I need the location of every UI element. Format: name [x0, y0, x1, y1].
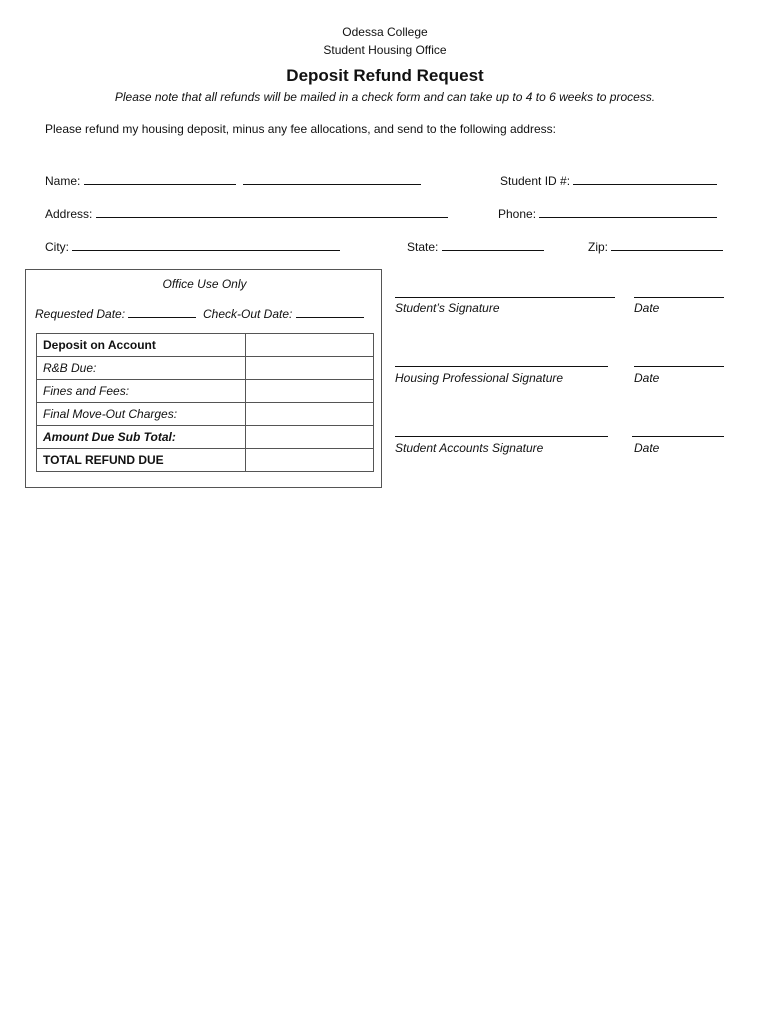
- row-value-total[interactable]: [246, 449, 374, 472]
- checkout-date-label: Check-Out Date:: [203, 307, 293, 321]
- housing-signature-line[interactable]: [395, 366, 608, 367]
- student-id-label: Student ID #:: [500, 174, 571, 188]
- row-label-moveout: Final Move-Out Charges:: [37, 403, 246, 426]
- city-label: City:: [45, 240, 69, 254]
- zip-label: Zip:: [588, 240, 609, 254]
- name-line-last[interactable]: [243, 173, 421, 185]
- accounts-date-line[interactable]: [632, 436, 724, 437]
- student-signature-line[interactable]: [395, 297, 615, 298]
- table-row: [37, 380, 374, 403]
- student-id-line[interactable]: [573, 173, 717, 185]
- row-value-fines[interactable]: [246, 380, 374, 403]
- address-line[interactable]: [96, 206, 448, 218]
- row-value-moveout[interactable]: [246, 403, 374, 426]
- table-row: [37, 426, 374, 449]
- phone-label: Phone:: [498, 207, 537, 221]
- name-line-first[interactable]: [84, 173, 236, 185]
- city-line[interactable]: [72, 239, 340, 251]
- name-label: Name:: [45, 174, 81, 188]
- zip-field[interactable]: [588, 239, 723, 254]
- state-line[interactable]: [442, 239, 544, 251]
- accounts-date-label: Date: [634, 441, 660, 455]
- row-label-subtotal: Amount Due Sub Total:: [37, 426, 246, 449]
- processing-note: Please note that all refunds will be mailed in a check form and can take up to 4 to 6 weeks to process.: [114, 90, 656, 104]
- table-row: [37, 403, 374, 426]
- student-date-label: Date: [634, 301, 660, 315]
- zip-line[interactable]: [611, 239, 723, 251]
- checkout-date-line[interactable]: [296, 306, 364, 318]
- phone-line[interactable]: [539, 206, 717, 218]
- student-signature-label: Student’s Signature: [395, 301, 500, 315]
- state-label: State:: [407, 240, 439, 254]
- office-use-box: [25, 269, 382, 488]
- college-name: Odessa College: [342, 25, 428, 39]
- address-label: Address:: [45, 207, 93, 221]
- checkout-date-field[interactable]: [203, 306, 364, 321]
- requested-date-field[interactable]: [35, 306, 196, 321]
- intro-text: Please refund my housing deposit, minus any fee allocations, and send to the following address:: [45, 122, 556, 136]
- table-row: [37, 449, 374, 472]
- accounts-signature-label: Student Accounts Signature: [395, 441, 544, 455]
- phone-field[interactable]: [498, 206, 717, 221]
- row-value-deposit[interactable]: [246, 334, 374, 357]
- name-field[interactable]: [45, 173, 421, 188]
- requested-date-line[interactable]: [128, 306, 196, 318]
- charges-table: [36, 333, 374, 472]
- table-row: [37, 334, 374, 357]
- table-row: [37, 357, 374, 380]
- row-value-subtotal[interactable]: [246, 426, 374, 449]
- row-value-rb-due[interactable]: [246, 357, 374, 380]
- row-label-rb-due: R&B Due:: [37, 357, 246, 380]
- accounts-signature-line[interactable]: [395, 436, 608, 437]
- office-use-title: Office Use Only: [162, 277, 247, 291]
- student-date-line[interactable]: [634, 297, 724, 298]
- address-field[interactable]: [45, 206, 448, 221]
- housing-signature-label: Housing Professional Signature: [395, 371, 564, 385]
- student-id-field[interactable]: [500, 173, 717, 188]
- state-field[interactable]: [407, 239, 544, 254]
- row-label-total: TOTAL REFUND DUE: [37, 449, 246, 472]
- office-name: Student Housing Office: [323, 43, 447, 57]
- form-title: Deposit Refund Request: [286, 66, 484, 85]
- row-label-deposit: Deposit on Account: [37, 334, 246, 357]
- housing-date-line[interactable]: [634, 366, 724, 367]
- city-field[interactable]: [45, 239, 340, 254]
- housing-date-label: Date: [634, 371, 660, 385]
- row-label-fines: Fines and Fees:: [37, 380, 246, 403]
- requested-date-label: Requested Date:: [35, 307, 126, 321]
